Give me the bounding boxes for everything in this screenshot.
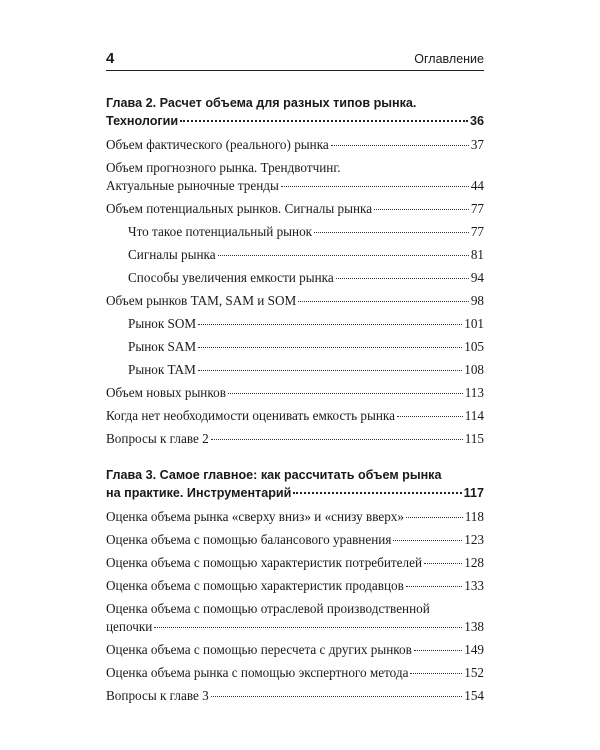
toc-entry[interactable]	[106, 664, 484, 682]
page-ref: 77	[470, 224, 484, 239]
toc-entry-title: Оценка объема рынка «сверху вниз» и «снизу вверх»	[106, 509, 404, 524]
page-ref: 81	[470, 247, 484, 262]
dot-leader	[211, 696, 462, 697]
chapter-2-heading[interactable]	[106, 94, 484, 130]
page-ref: 115	[464, 431, 484, 446]
page-ref: 37	[470, 137, 484, 152]
toc-entry-title: Рынок TAM	[128, 362, 196, 377]
toc-entry[interactable]	[106, 384, 484, 402]
dot-leader	[298, 301, 469, 302]
toc-entry-title: Оценка объема с помощью характеристик продавцов	[106, 578, 404, 593]
dot-leader	[410, 673, 462, 674]
toc-entry[interactable]	[106, 687, 484, 705]
page-ref: 138	[464, 619, 484, 634]
toc-entry[interactable]	[106, 200, 484, 218]
table-of-contents	[106, 94, 484, 705]
toc-entry-title: Рынок SOM	[128, 316, 197, 331]
dot-leader	[198, 347, 462, 348]
page-ref: 108	[464, 362, 484, 377]
chapter-title-line2: на практике. Инструментарий	[106, 486, 292, 500]
page-ref: 101	[464, 316, 484, 331]
toc-entry[interactable]	[106, 136, 484, 154]
dot-leader	[180, 120, 468, 122]
dot-leader	[154, 627, 462, 628]
toc-entry[interactable]	[106, 641, 484, 659]
dot-leader	[406, 586, 462, 587]
toc-entry-title-line1: Оценка объема с помощью отраслевой производственной	[106, 601, 430, 616]
dot-leader	[331, 145, 469, 146]
toc-subentry[interactable]	[106, 269, 484, 287]
toc-entry-title: Рынок SAM	[128, 339, 197, 354]
toc-entry[interactable]	[106, 430, 484, 448]
page-number: 4	[106, 50, 115, 67]
chapter-3-heading[interactable]	[106, 466, 484, 502]
toc-entry-title: Объем потенциальных рынков. Сигналы рынка	[106, 201, 373, 216]
toc-entry[interactable]	[106, 577, 484, 595]
toc-entry-title: Оценка объема с помощью характеристик потребителей	[106, 555, 423, 570]
page-ref: 154	[464, 688, 484, 703]
toc-entry-title: цепочки	[106, 619, 153, 634]
page-ref: 77	[470, 201, 484, 216]
dot-leader	[406, 517, 463, 518]
chapter-title-line1: Глава 2. Расчет объема для разных типов рынка.	[106, 96, 417, 110]
toc-subentry[interactable]	[106, 315, 484, 333]
toc-subentry[interactable]	[106, 246, 484, 264]
toc-entry[interactable]	[106, 159, 484, 195]
toc-entry-title: Когда нет необходимости оценивать емкость рынка	[106, 408, 395, 423]
toc-entry[interactable]	[106, 554, 484, 572]
page-ref: 152	[464, 665, 484, 680]
toc-entry[interactable]	[106, 531, 484, 549]
toc-entry-title: Способы увеличения емкости рынка	[128, 270, 334, 285]
page-ref: 98	[470, 293, 484, 308]
page-ref: 113	[464, 385, 484, 400]
running-title: Оглавление	[414, 52, 484, 66]
page-ref: 94	[470, 270, 484, 285]
page-ref: 114	[464, 408, 484, 423]
toc-entry-title: Вопросы к главе 2	[106, 431, 209, 446]
toc-entry-title: Актуальные рыночные тренды	[106, 178, 279, 193]
toc-entry-title: Объем фактического (реального) рынка	[106, 137, 329, 152]
toc-entry-title: Что такое потенциальный рынок	[128, 224, 313, 239]
page-ref: 133	[464, 578, 484, 593]
toc-entry-title: Объем рынков TAM, SAM и SOM	[106, 293, 297, 308]
dot-leader	[281, 186, 469, 187]
toc-entry[interactable]	[106, 292, 484, 310]
page-ref: 105	[464, 339, 484, 354]
toc-entry-title: Оценка объема с помощью балансового уравнения	[106, 532, 392, 547]
page-ref: 36	[469, 114, 484, 128]
toc-entry-title: Объем новых рынков	[106, 385, 226, 400]
dot-leader	[393, 540, 462, 541]
dot-leader	[414, 650, 462, 651]
dot-leader	[211, 439, 463, 440]
chapter-title-line1: Глава 3. Самое главное: как рассчитать объем рынка	[106, 468, 442, 482]
dot-leader	[424, 563, 462, 564]
page-ref: 117	[463, 486, 484, 500]
dot-leader	[198, 324, 462, 325]
toc-subentry[interactable]	[106, 223, 484, 241]
dot-leader	[374, 209, 469, 210]
page-ref: 118	[464, 509, 484, 524]
toc-entry-title: Вопросы к главе 3	[106, 688, 209, 703]
toc-subentry[interactable]	[106, 361, 484, 379]
dot-leader	[397, 416, 463, 417]
toc-entry[interactable]	[106, 600, 484, 636]
dot-leader	[218, 255, 469, 256]
toc-subentry[interactable]	[106, 338, 484, 356]
page-header	[106, 48, 484, 71]
toc-entry-title: Сигналы рынка	[128, 247, 216, 262]
page-ref: 128	[464, 555, 484, 570]
page-ref: 44	[470, 178, 484, 193]
dot-leader	[198, 370, 462, 371]
toc-entry-title: Оценка объема с помощью пересчета с других рынков	[106, 642, 412, 657]
toc-entry-title-line1: Объем прогнозного рынка. Трендвотчинг.	[106, 160, 341, 175]
toc-entry-title: Оценка объема рынка с помощью экспертного метода	[106, 665, 409, 680]
chapter-title-line2: Технологии	[106, 114, 179, 128]
dot-leader	[314, 232, 469, 233]
toc-entry[interactable]	[106, 508, 484, 526]
dot-leader	[293, 492, 461, 494]
page-ref: 149	[464, 642, 484, 657]
toc-entry[interactable]	[106, 407, 484, 425]
dot-leader	[336, 278, 469, 279]
dot-leader	[228, 393, 463, 394]
page-ref: 123	[464, 532, 484, 547]
